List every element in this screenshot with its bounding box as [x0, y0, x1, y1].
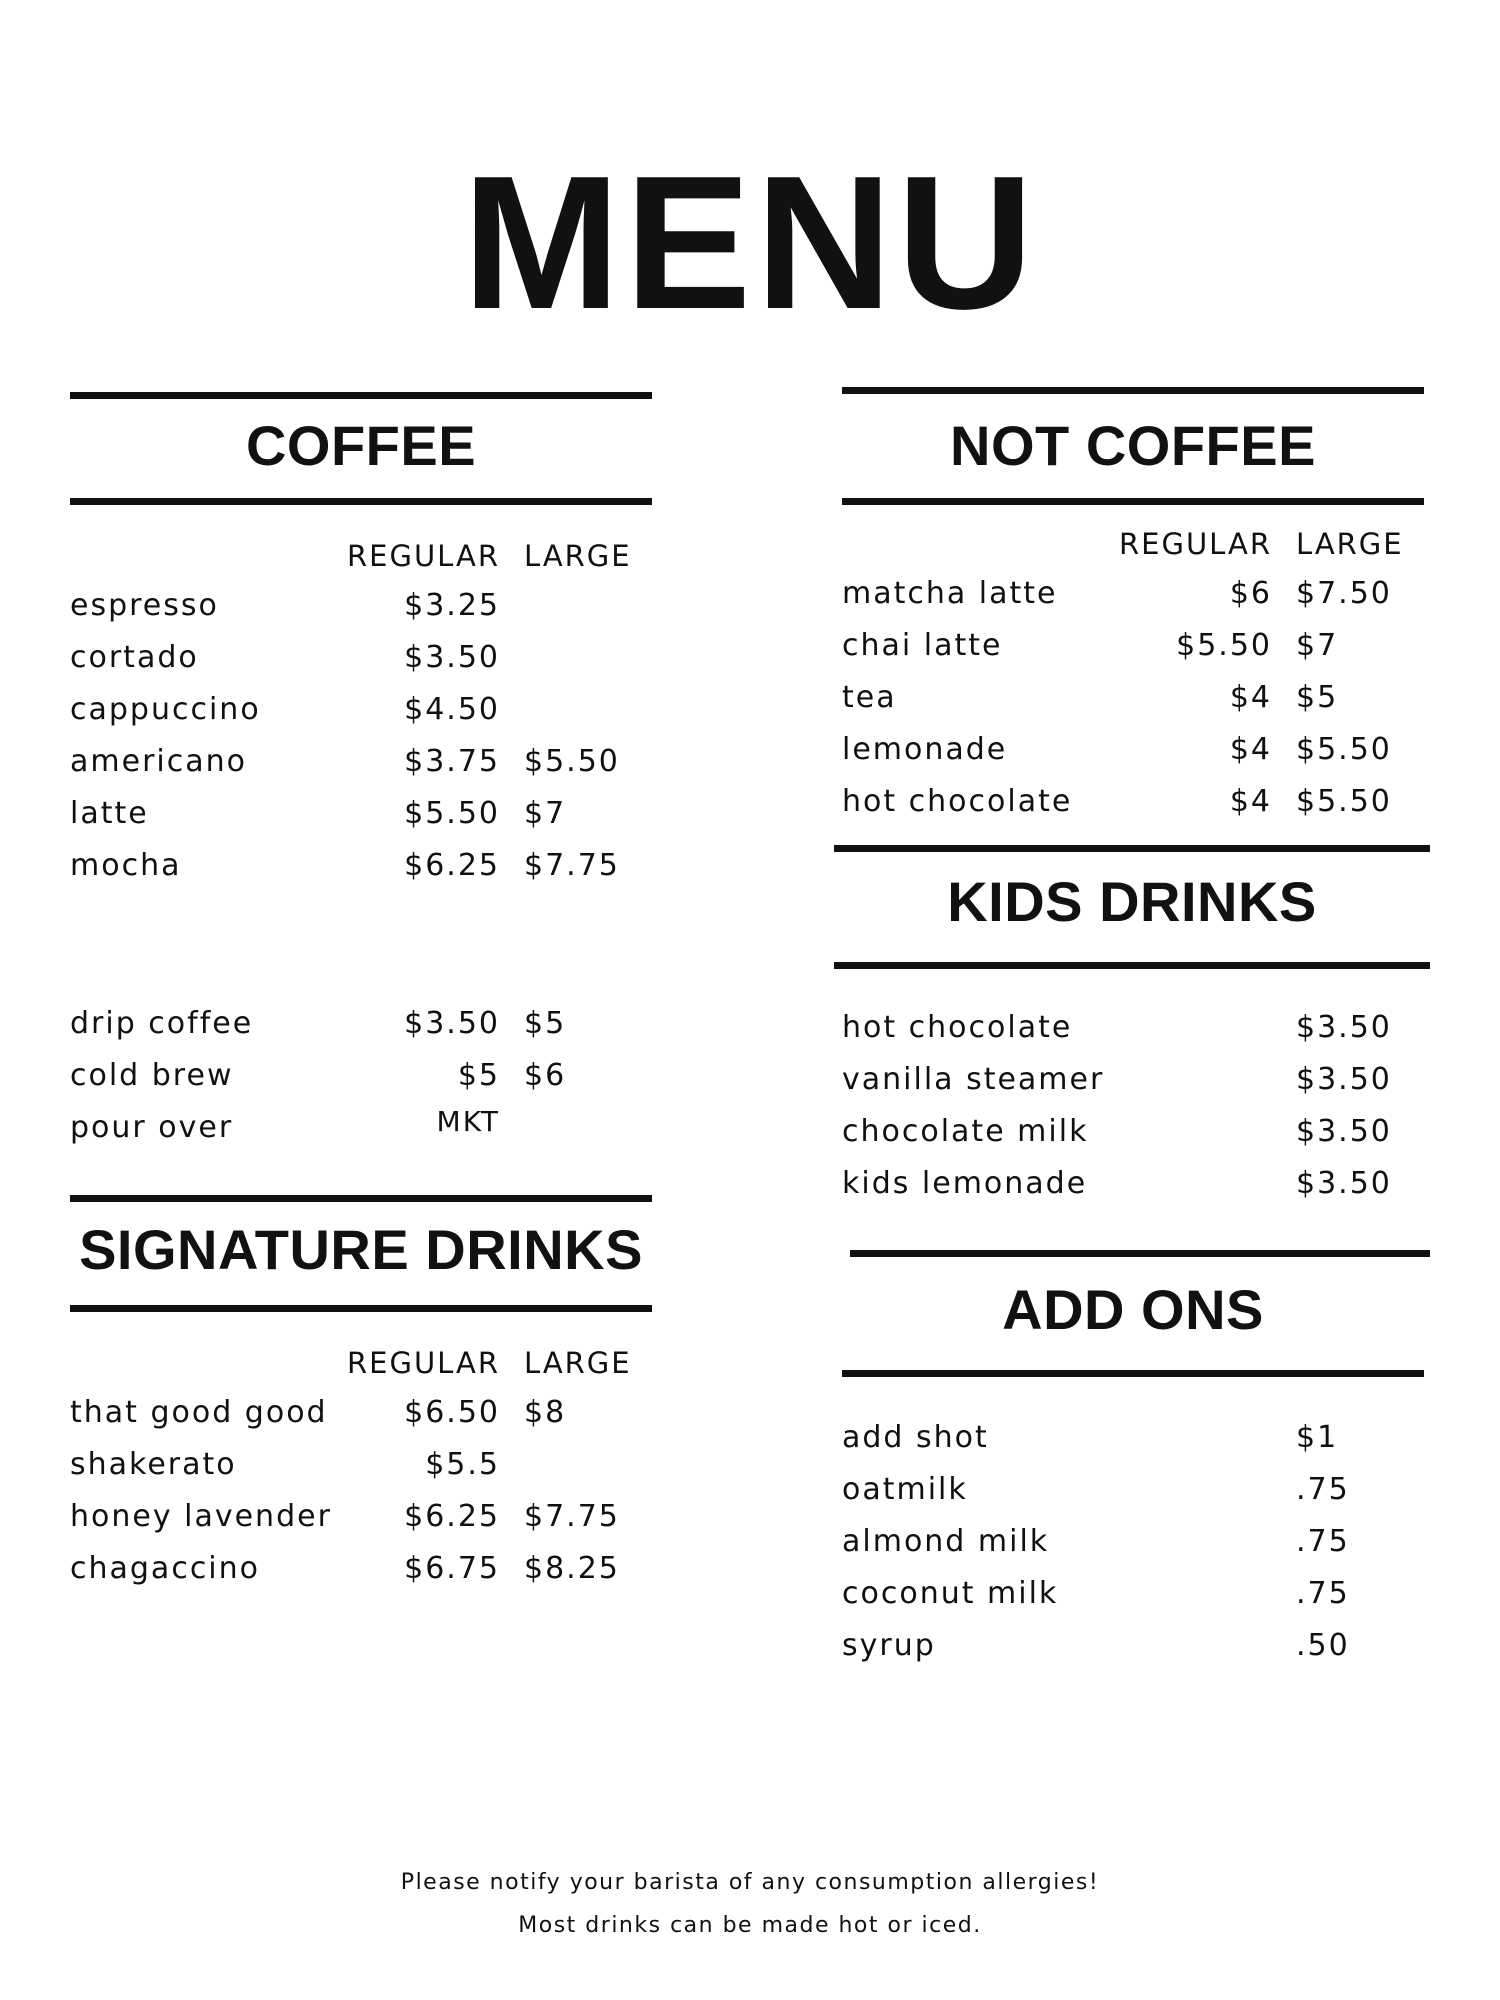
signature-heading: SIGNATURE DRINKS: [79, 1218, 643, 1281]
item-name: tea: [842, 680, 897, 715]
add-ons-item-coconut-milk: [842, 1568, 1432, 1620]
item-price: $3.50: [1296, 1010, 1392, 1045]
not-coffee-item-tea: [842, 672, 1432, 724]
not-coffee-heading: NOT COFFEE: [950, 414, 1316, 477]
item-large-price: $7.75: [524, 1499, 620, 1534]
coffee-column-headers: [70, 536, 660, 576]
item-name: hot chocolate: [842, 784, 1073, 819]
kids-bottom-rule: [834, 962, 1430, 969]
not-coffee-column-headers: [842, 524, 1432, 564]
item-price: $3.50: [1296, 1062, 1392, 1097]
item-large-price: $7: [1296, 628, 1339, 663]
item-regular-price: MKT: [436, 1105, 500, 1138]
add-ons-section: [842, 1240, 1424, 1680]
coffee-heading: COFFEE: [245, 414, 477, 477]
item-name: matcha latte: [842, 576, 1058, 611]
coffee-item-cappuccino: [70, 684, 660, 736]
item-large-price: $7: [524, 796, 567, 831]
coffee-item-cold-brew: [70, 1050, 660, 1102]
add-ons-item-almond-milk: [842, 1516, 1432, 1568]
item-large-price: $7.50: [1296, 576, 1392, 611]
signature-bottom-rule: [70, 1305, 652, 1312]
not-coffee-bottom-rule: [842, 498, 1424, 505]
signature-section: [70, 1180, 652, 1620]
item-large-price: $5: [1296, 680, 1339, 715]
signature-large-header: LARGE: [524, 1346, 632, 1380]
coffee-top-rule: [70, 392, 652, 399]
item-name: pour over: [70, 1110, 234, 1145]
not-coffee-item-hot-chocolate: [842, 776, 1432, 828]
item-name: coconut milk: [842, 1576, 1059, 1611]
item-large-price: $5.50: [1296, 732, 1392, 767]
item-regular-price: $6.75: [404, 1551, 500, 1586]
not-coffee-section: [842, 0, 1424, 850]
item-price: .50: [1296, 1628, 1350, 1663]
kids-heading: KIDS DRINKS: [947, 870, 1317, 933]
kids-top-rule: [834, 845, 1430, 852]
item-large-price: $6: [524, 1058, 567, 1093]
coffee-regular-header: REGULAR: [347, 539, 500, 573]
item-regular-price: $4: [1229, 732, 1272, 767]
item-name: honey lavender: [70, 1499, 332, 1534]
item-name: latte: [70, 796, 149, 831]
signature-top-rule: [70, 1195, 652, 1202]
item-name: cappuccino: [70, 692, 261, 727]
item-name: americano: [70, 744, 247, 779]
item-name: chagaccino: [70, 1551, 261, 1586]
kids-item-chocolate-milk: [842, 1106, 1432, 1158]
item-regular-price: $3.75: [404, 744, 500, 779]
item-name: cold brew: [70, 1058, 234, 1093]
not-coffee-item-lemonade: [842, 724, 1432, 776]
item-name: lemonade: [842, 732, 1008, 767]
add-ons-heading: ADD ONS: [1002, 1278, 1264, 1341]
item-regular-price: $6.50: [404, 1395, 500, 1430]
add-ons-item-syrup: [842, 1620, 1432, 1672]
not-coffee-large-header: LARGE: [1296, 527, 1404, 561]
coffee-bottom-rule: [70, 498, 652, 505]
not-coffee-regular-header: REGULAR: [1119, 527, 1272, 561]
allergy-notice: Please notify your barista of any consumption allergies!: [400, 1870, 1100, 1895]
item-regular-price: $4.50: [404, 692, 500, 727]
item-regular-price: $4: [1229, 784, 1272, 819]
coffee-item-drip-coffee: [70, 998, 660, 1050]
item-name: hot chocolate: [842, 1010, 1073, 1045]
coffee-item-pour-over: [70, 1102, 660, 1154]
item-name: shakerato: [70, 1447, 237, 1482]
kids-item-vanilla-steamer: [842, 1054, 1432, 1106]
item-regular-price: $5.5: [425, 1447, 500, 1482]
item-price: $1: [1296, 1420, 1339, 1455]
not-coffee-item-chai-latte: [842, 620, 1432, 672]
signature-item-chagaccino: [70, 1543, 660, 1595]
signature-item-that-good-good: [70, 1387, 660, 1439]
item-name: espresso: [70, 588, 219, 623]
kids-drinks-section: [834, 840, 1416, 1220]
coffee-item-latte: [70, 788, 660, 840]
add-ons-bottom-rule: [842, 1370, 1424, 1377]
item-name: that good good: [70, 1395, 328, 1430]
item-large-price: $8: [524, 1395, 567, 1430]
item-name: drip coffee: [70, 1006, 254, 1041]
item-name: chocolate milk: [842, 1114, 1089, 1149]
item-regular-price: $3.25: [404, 588, 500, 623]
item-regular-price: $6.25: [404, 848, 500, 883]
coffee-item-espresso: [70, 580, 660, 632]
item-regular-price: $5.50: [404, 796, 500, 831]
item-large-price: $5: [524, 1006, 567, 1041]
not-coffee-item-matcha-latte: [842, 568, 1432, 620]
item-large-price: $7.75: [524, 848, 620, 883]
item-price: $3.50: [1296, 1114, 1392, 1149]
item-name: almond milk: [842, 1524, 1050, 1559]
add-ons-item-oatmilk: [842, 1464, 1432, 1516]
add-ons-top-rule: [850, 1250, 1430, 1257]
item-regular-price: $3.50: [404, 640, 500, 675]
item-price: $3.50: [1296, 1166, 1392, 1201]
item-price: .75: [1296, 1524, 1350, 1559]
item-name: add shot: [842, 1420, 989, 1455]
item-regular-price: $3.50: [404, 1006, 500, 1041]
item-large-price: $8.25: [524, 1551, 620, 1586]
kids-item-hot-chocolate: [842, 1002, 1432, 1054]
item-regular-price: $4: [1229, 680, 1272, 715]
signature-item-shakerato: [70, 1439, 660, 1491]
kids-item-kids-lemonade: [842, 1158, 1432, 1210]
item-name: chai latte: [842, 628, 1003, 663]
not-coffee-top-rule: [842, 387, 1424, 394]
hot-or-iced-notice: Most drinks can be made hot or iced.: [518, 1913, 982, 1938]
item-name: kids lemonade: [842, 1166, 1088, 1201]
item-regular-price: $6.25: [404, 1499, 500, 1534]
item-name: mocha: [70, 848, 182, 883]
item-name: syrup: [842, 1628, 936, 1663]
add-ons-item-add-shot: [842, 1412, 1432, 1464]
signature-item-honey-lavender: [70, 1491, 660, 1543]
signature-regular-header: REGULAR: [347, 1346, 500, 1380]
coffee-section: [70, 0, 652, 1200]
coffee-item-mocha: [70, 840, 660, 892]
item-name: oatmilk: [842, 1472, 968, 1507]
item-name: cortado: [70, 640, 199, 675]
coffee-large-header: LARGE: [524, 539, 632, 573]
item-price: .75: [1296, 1576, 1350, 1611]
item-large-price: $5.50: [1296, 784, 1392, 819]
item-price: .75: [1296, 1472, 1350, 1507]
item-regular-price: $5.50: [1176, 628, 1272, 663]
item-name: vanilla steamer: [842, 1062, 1105, 1097]
menu-title: MENU: [462, 137, 1038, 349]
item-large-price: $5.50: [524, 744, 620, 779]
signature-column-headers: [70, 1343, 660, 1383]
coffee-item-americano: [70, 736, 660, 788]
item-regular-price: $6: [1229, 576, 1272, 611]
coffee-item-cortado: [70, 632, 660, 684]
item-regular-price: $5: [457, 1058, 500, 1093]
